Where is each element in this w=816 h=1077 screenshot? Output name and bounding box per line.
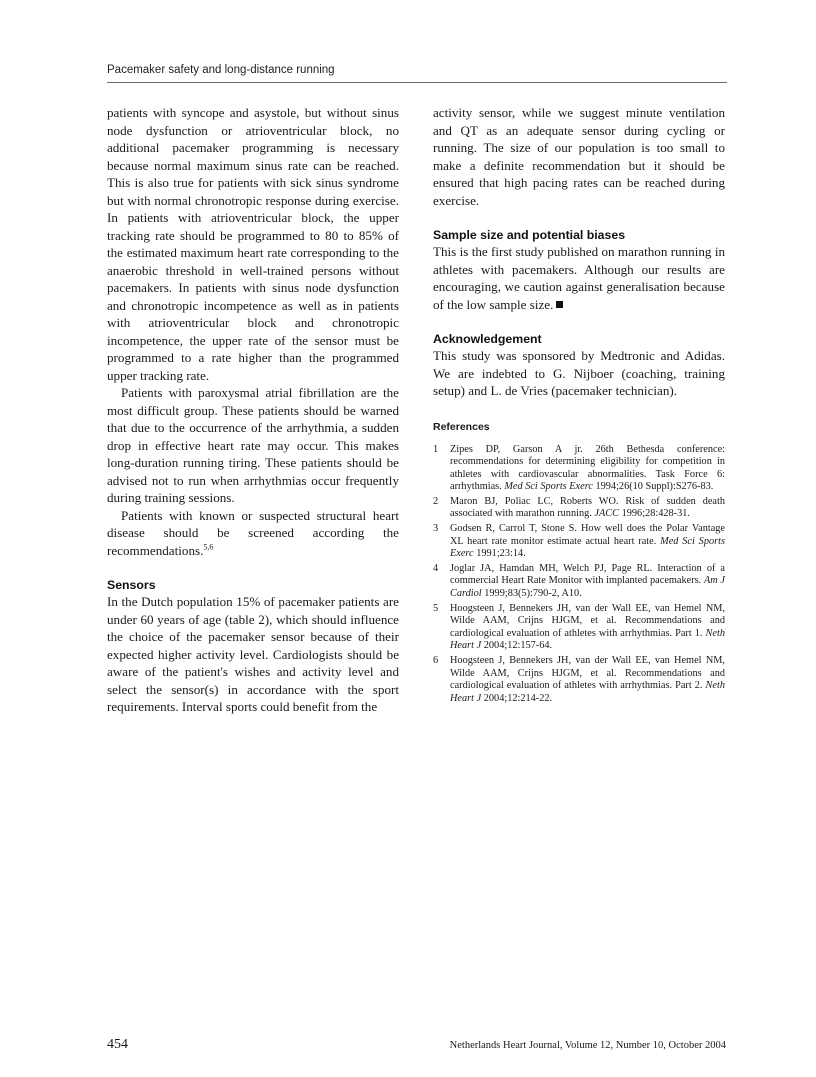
header-rule <box>107 82 727 83</box>
paragraph-sample-size <box>433 243 725 313</box>
reference-number: 3 <box>433 523 439 535</box>
reference-text: Joglar JA, Hamdan MH, Welch PJ, Page RL. Interaction of a commercial Heart Rate Monitor with implanted pacemakers. <box>450 562 725 587</box>
paragraph-sensor-continuation: activity sensor, while we suggest minute ventilation and QT as an adequate sensor during cycling or running. The size of our population is too small to make a definite recommendation but it should be ensured that high pacing rates can be reached during exercise. <box>433 105 725 208</box>
reference-volume: 2004;12:157-64. <box>483 640 553 652</box>
reference-journal: Neth Heart J <box>450 627 725 652</box>
paragraph-structural-disease <box>107 507 399 560</box>
reference-text: Zipes DP, Garson A jr. 26th Bethesda conference: recommendations for determining eligibility for competition in athletes with cardiovascular abnormalities. Task Force 6: arrhythmias. <box>450 443 725 493</box>
reference-number: 6 <box>433 655 439 666</box>
reference-volume: 1999;83(5):790-2, A10. <box>484 588 582 600</box>
reference-volume: 2004;12:214-22. <box>483 692 553 704</box>
reference-number: 2 <box>433 495 439 507</box>
reference-item <box>433 655 725 705</box>
running-title: Pacemaker safety and long-distance running <box>107 64 335 76</box>
right-column <box>433 104 725 707</box>
reference-number: 4 <box>433 562 439 574</box>
reference-item <box>433 603 725 653</box>
page-number: 454 <box>107 1037 128 1052</box>
journal-info: Netherlands Heart Journal, Volume 12, Number 10, October 2004 <box>449 1040 726 1051</box>
reference-journal: Med Sci Sports Exerc <box>450 535 725 560</box>
reference-text: Hoogsteen J, Bennekers JH, van der Wall EE, van Hemel NM, Wilde AAM, Crijns HJGM, et al. Recommendations and cardiological evaluation of athletes with arrhythmias. Part 2. <box>450 655 725 692</box>
structural-disease-text: Patients with known or suspected structural heart disease should be screened according the recommendations. <box>107 507 399 558</box>
reference-text: Hoogsteen J, Bennekers JH, van der Wall EE, van Hemel NM, Wilde AAM, Crijns HJGM, et al. Recommendations and cardiological evaluation of athletes with arrhythmias. Part 1. <box>450 602 725 639</box>
reference-volume: 1991;23:14. <box>476 548 526 560</box>
reference-item <box>433 523 725 561</box>
sample-size-text: This is the first study published on marathon running in athletes with pacemakers. Although our results are encouraging, we caution against generalisation because of the low sample size. <box>433 244 725 312</box>
citation-superscript: 5,6 <box>203 542 214 552</box>
reference-journal: JACC <box>594 508 620 520</box>
reference-volume: 1996;28:428-31. <box>621 508 690 520</box>
references-heading: References <box>433 420 490 433</box>
sample-size-heading: Sample size and potential biases <box>433 228 626 242</box>
paragraph-atrial-fibrillation: Patients with paroxysmal atrial fibrillation are the most difficult group. These patients should be warned that due to the occurrence of the arrhythmia, a sudden drop in effective heart rate may occur. This makes long-duration running tiring. These patients should be advised not to run when arrhythmias occur frequently during training sessions. <box>107 385 399 505</box>
reference-item <box>433 444 725 494</box>
paragraph-acknowledgement: This study was sponsored by Medtronic and Adidas. We are indebted to G. Nijboer (coaching, training setup) and L. de Vries (pacemaker technician). <box>433 348 725 398</box>
reference-number: 5 <box>433 602 439 614</box>
reference-text: Godsen R, Carrol T, Stone S. How well does the Polar Vantage XL heart rate monitor estimate actual heart rate. <box>450 523 725 547</box>
reference-journal: Med Sci Sports Exerc <box>504 481 593 493</box>
paragraph-pacemaker-programming: patients with syncope and asystole, but without sinus node dysfunction or atrioventricular block, no additional pacemaker programming is necessary because normal maximum sinus rate can be reached. This is also true for patients with sick sinus syndrome but with normal chronotropic response during exercise. In patients with atrioventricular block, the upper tracking rate should be programmed to 80 to 85% of the estimated maximum heart rate corresponding to the anaerobic threshold in well-trained persons without pacemakers. In patients with sinus node dysfunction and chronotropic incompetence as well as in patients with atrioventricular block and chronotropic incompetence, the upper rate of the sensor must be programmed to a rate higher than the programmed upper tracking rate. <box>107 105 399 383</box>
reference-number: 1 <box>433 443 439 455</box>
reference-volume: 1994;26(10 Suppl):S276-83. <box>595 481 714 493</box>
left-column <box>107 104 399 716</box>
reference-text: Maron BJ, Poliac LC, Roberts WO. Risk of sudden death associated with marathon running. <box>450 495 725 520</box>
sensors-heading: Sensors <box>107 578 156 592</box>
references-list <box>433 444 725 706</box>
acknowledgement-heading: Acknowledgement <box>433 332 542 346</box>
reference-journal: Neth Heart J <box>450 680 725 704</box>
reference-item <box>433 496 725 521</box>
end-of-article-mark <box>556 301 563 308</box>
reference-item <box>433 563 725 601</box>
reference-journal: Am J Cardiol <box>450 575 725 600</box>
paragraph-sensors: In the Dutch population 15% of pacemaker patients are under 60 years of age (table 2), which should influence the choice of the pacemaker sensor because of their expected higher activity level. Cardiologists should be aware of the patient's wishes and activity level and select the sensor(s) in accordance with the sport requirements. Interval sports could benefit from the <box>107 594 399 714</box>
